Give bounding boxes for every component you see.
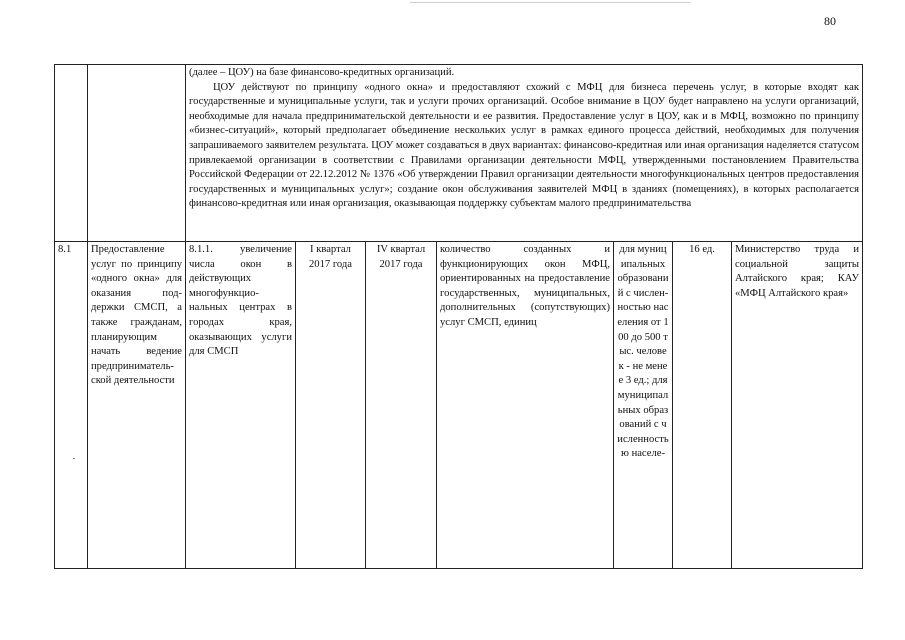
responsible-cell: Министерство труда и социальной защиты Алтайского края; КАУ «МФЦ Алтайского края» xyxy=(732,242,863,569)
intro-paragraph: ЦОУ действуют по принципу «одного окна» и предоставляют схожий с МФЦ для бизнеса перечень услуг, в которые входят как государственные и муниципальные услуги, так и услуги прочих организаций. Особое внимание в ЦОУ будет направлено на услуги организаций, необходимые для начала предпринимательской деятельности и ее развития. Предоставление услуг в ЦОУ, как и в МФЦ, возможно по принципу «бизнес-ситуаций», который предполагает объединение нескольких услуг в рамках единого процесса действий, необходимых для получения запрашиваемого заявителем результата. ЦОУ может создаваться в двух вариантах: финансово-кредитная или иная организация наделяется статусом привлекаемой организации в соответствии с Правилами организации деятельности МФЦ, утвержденными постановлением Правительства Российской Федерации от 22.12.2012 № 1376 «Об утверждении Правил организации деятельности многофункциональных центров предоставления государственных и муниципальных услуг»; создание окон обслуживания заявителей МФЦ в зданиях (помещениях), в которых располагается финансово-кредитная или иная организация, оказывающая поддержку субъектам малого предпринимательства xyxy=(189,81,860,210)
indicator-cell: количество созданных и функционирующих окон МФЦ, ориентированных на предоставление государственных, муниципальных, дополнительных (сопутствующих) услуг СМСП, единиц xyxy=(437,242,614,569)
measures-table xyxy=(54,64,863,569)
page-number: 80 xyxy=(824,14,836,28)
row-number-cell: 8.1 xyxy=(55,242,88,569)
intro-empty-num-cell xyxy=(55,65,88,242)
start-period-cell: I квартал 2017 года xyxy=(296,242,366,569)
intro-empty-measure-cell xyxy=(88,65,186,242)
intro-first-line: (далее – ЦОУ) на базе финансово-кредитных организаций. xyxy=(189,67,455,78)
end-period-cell: IV квартал 2017 года xyxy=(366,242,437,569)
measure-name-cell: Предоставление услуг по принципу «одного окна» для оказания поддержки СМСП, а также гражданам, планирующим начать ведение предпринимательской деятельности xyxy=(88,242,186,569)
total-value-cell: 16 ед. xyxy=(673,242,732,569)
top-edge-line xyxy=(410,2,690,3)
intro-row xyxy=(55,65,863,242)
target-value-cell: для муниципальных образований с численностью населения от 100 до 500 тыс. человек - не менее 3 ед.; для муниципальных образований с численностью населе- xyxy=(614,242,673,569)
scan-speck xyxy=(73,458,75,459)
intro-text-cell xyxy=(186,65,863,242)
table-row xyxy=(55,242,863,569)
subaction-cell: 8.1.1. увеличение числа окон в действующих многофункциональных центрах в городах края, оказывающих услуги для СМСП xyxy=(186,242,296,569)
